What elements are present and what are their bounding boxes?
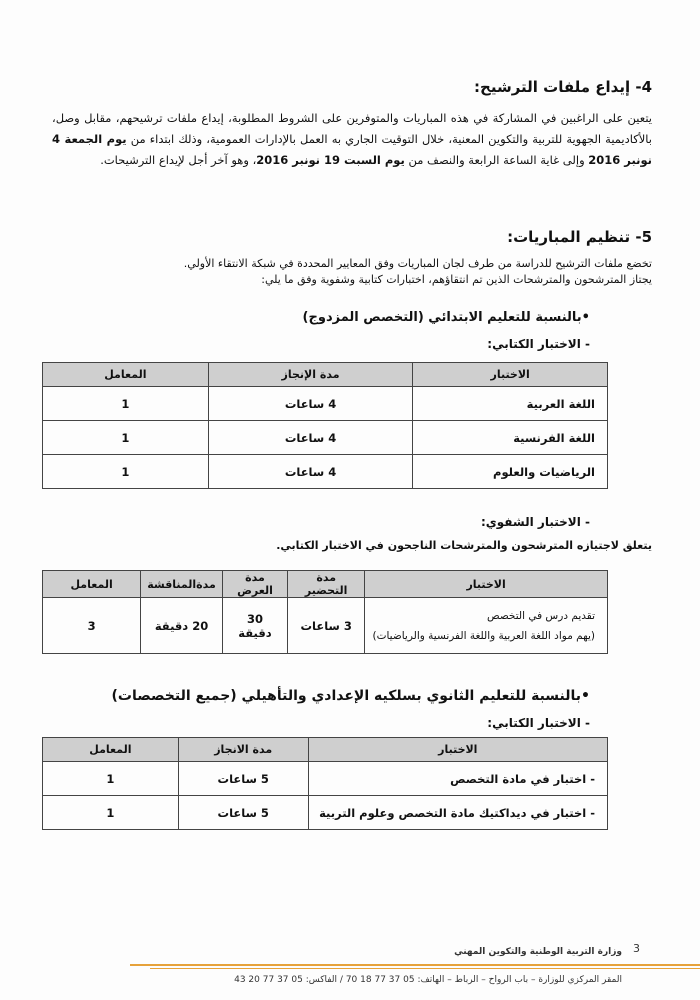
col-header-exam: الاختبار — [413, 363, 608, 387]
section-heading-4: 4- إيداع ملفات الترشيح: — [474, 78, 652, 96]
col-header-duration: مدة الإنجاز — [208, 363, 413, 387]
table-row: - اختبار في مادة التخصص 5 ساعات 1 — [43, 762, 608, 796]
section-5-paragraph-1: تخضع ملفات الترشيح للدراسة من طرف لجان المباريات وفق المعايير المحددة في شبكة الانتقاء الأولي. — [183, 257, 652, 270]
primary-oral-table — [42, 570, 608, 654]
table-row: تقديم درس في التخصص (يهم مواد اللغة العربية واللغة الفرنسية والرياضيات) 3 ساعات 30 دقيقة 20 دقيقة 3 — [43, 598, 608, 654]
section-5-paragraph-2: يجتاز المترشحون والمترشحات الذين تم انتقاؤهم، اختبارات كتابية وشفوية وفق ما يلي: — [261, 273, 652, 286]
primary-written-subheading: - الاختبار الكتابي: — [487, 337, 590, 351]
table-row: اللغة العربية 4 ساعات 1 — [43, 387, 608, 421]
secondary-written-table — [42, 737, 608, 830]
secondary-written-subheading: - الاختبار الكتابي: — [487, 716, 590, 730]
primary-bullet: •بالنسبة للتعليم الابتدائي (التخصص المزدوج) — [302, 310, 590, 325]
table-row: - اختبار في ديداكتيك مادة التخصص وعلوم التربية 5 ساعات 1 — [43, 796, 608, 830]
page-number: 3 — [633, 942, 640, 955]
section-4-paragraph: يتعين على الراغبين في المشاركة في هذه المباريات والمتوفرين على الشروط المطلوبة، إيداع ملفات ترشيحهم، مقابل وصل، بالأكاديمية الجهوية للتربية والتكوين المعنية، خلال التوقيت الجاري به العمل بالإدارات العمومية، وذلك ابتداء من يوم الجمعة 4 نونبر 2016 وإلى غاية الساعة الرابعة والنصف من يوم السبت 19 نونبر 2016، وهو آخر أجل لإيداع الترشيحات. — [52, 111, 653, 167]
footer-ministry: وزارة التربية الوطنية والتكوين المهني — [454, 947, 622, 957]
secondary-bullet: •بالنسبة للتعليم الثانوي بسلكيه الإعدادي والتأهيلي (جميع التخصصات) — [111, 688, 590, 704]
col-header-coefficient: المعامل — [43, 363, 209, 387]
primary-written-table — [42, 362, 608, 489]
table-header-row: الاختبار مدة التحضير مدة العرض مدةالمناقشة المعامل — [43, 571, 608, 598]
table-header-row: الاختبار مدة الانجاز المعامل — [43, 738, 608, 762]
primary-oral-description: يتعلق لاجتيازه المترشحون والمترشحات الناجحون في الاختبار الكتابي. — [276, 539, 652, 552]
section-heading-5: 5- تنظيم المباريات: — [507, 228, 652, 246]
table-row: الرياضيات والعلوم 4 ساعات 1 — [43, 455, 608, 489]
footer-divider-thin — [150, 968, 700, 969]
primary-oral-subheading: - الاختبار الشفوي: — [480, 515, 590, 529]
table-row: اللغة الفرنسية 4 ساعات 1 — [43, 421, 608, 455]
footer-divider — [130, 964, 700, 966]
footer-address: المقر المركزي للوزارة – باب الرواح – الرباط – الهاتف: 05 37 77 18 70 / الفاكس: 05 37 77 20 43 — [234, 975, 622, 985]
table-header-row — [43, 363, 608, 387]
